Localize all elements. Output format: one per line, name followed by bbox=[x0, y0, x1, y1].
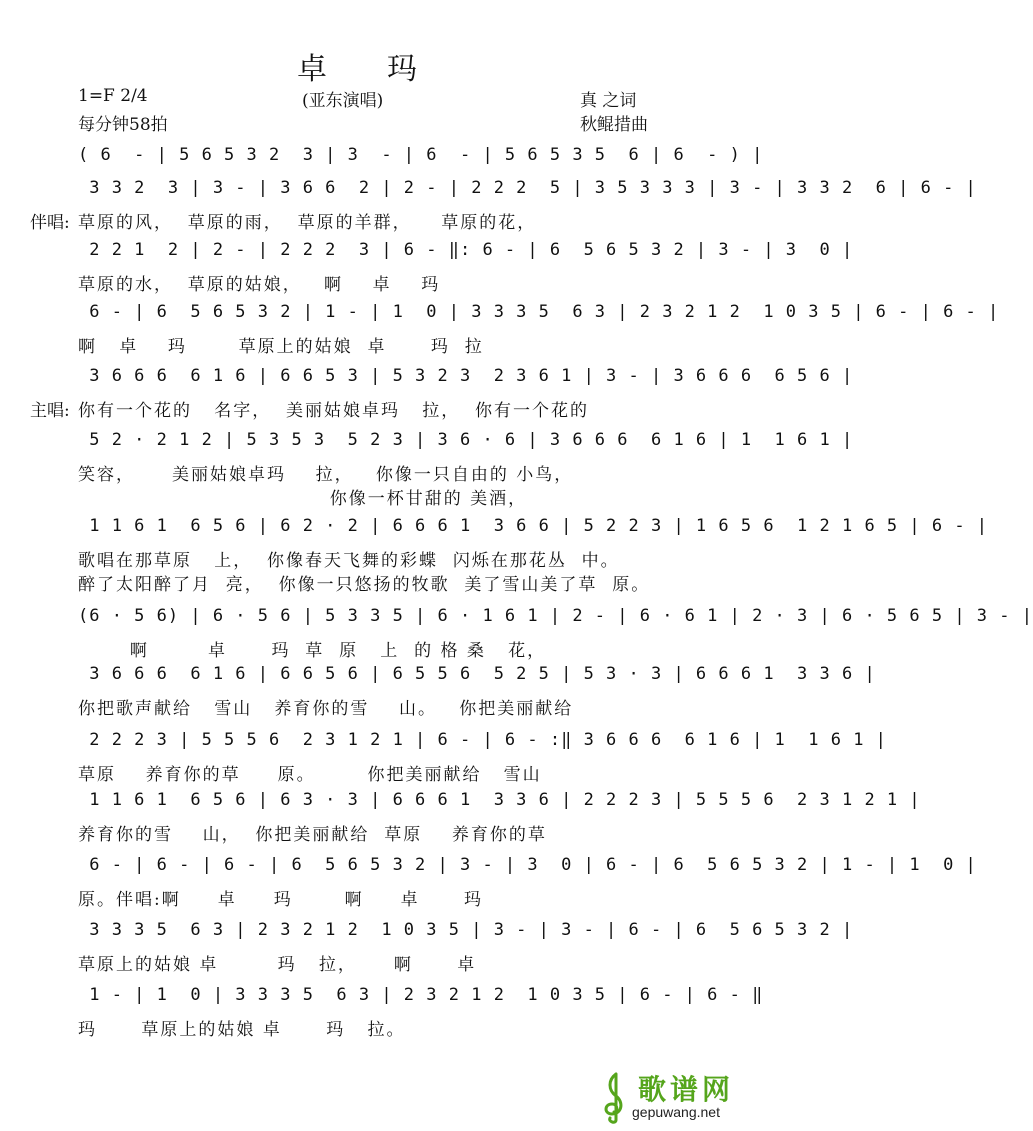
lyric-row: 醉了太阳醉了月 亮， 你像一只悠扬的牧歌 美了雪山美了草 原。 bbox=[78, 575, 651, 595]
notation-row: 3 3 3 5 6 3 | 2 3 2 1 2 1 0 3 5 | 3 - | 3 - | 6 - | 6 5 6 5 3 2 | bbox=[78, 920, 854, 940]
score-line bbox=[0, 366, 854, 432]
lyric-row: 草原 养育你的草 原。 你把美丽献给 雪山 bbox=[78, 765, 542, 785]
treble-clef-icon bbox=[598, 1072, 632, 1122]
lyric-row: 玛 草原上的姑娘 卓 玛 拉。 bbox=[78, 1020, 406, 1040]
lyric-row: 草原上的姑娘 卓 玛 拉， 啊 卓 bbox=[78, 955, 477, 975]
notation-row: 1 1 6 1 6 5 6 | 6 2 · 2 | 6 6 6 1 3 6 6 | 5 2 2 3 | 1 6 5 6 1 2 1 6 5 | 6 - | bbox=[78, 516, 989, 536]
lyricist: 真 之词 bbox=[580, 91, 637, 111]
notation-row: ( 6 - | 5 6 5 3 2 3 | 3 - | 6 - | 5 6 5 3 5 6 | 6 - ) | bbox=[78, 145, 764, 165]
site-watermark bbox=[598, 1068, 758, 1126]
score-line bbox=[0, 516, 989, 595]
notation-row: 1 1 6 1 6 5 6 | 6 3 · 3 | 6 6 6 1 3 3 6 | 2 2 2 3 | 5 5 5 6 2 3 1 2 1 | bbox=[78, 790, 921, 810]
score-line bbox=[0, 855, 977, 921]
lyric-row: 笑容， 美丽姑娘卓玛 拉， 你像一只自由的 小鸟， bbox=[78, 465, 574, 485]
notation-row: 2 2 1 2 | 2 - | 2 2 2 3 | 6 - ‖: 6 - | 6 5 6 5 3 2 | 3 - | 3 0 | bbox=[78, 240, 854, 260]
notation-row: 1 - | 1 0 | 3 3 3 5 6 3 | 2 3 2 1 2 1 0 3 5 | 6 - | 6 - ‖ bbox=[78, 985, 764, 1005]
notation-row: (6 · 5 6) | 6 · 5 6 | 5 3 3 5 | 6 · 1 6 1 | 2 - | 6 · 6 1 | 2 · 3 | 6 · 5 6 5 | 3 - | bbox=[78, 606, 1033, 626]
notation-row: 5 2 · 2 1 2 | 5 3 5 3 5 2 3 | 3 6 · 6 | 3 6 6 6 6 1 6 | 1 1 6 1 | bbox=[78, 430, 854, 450]
part-label: 主唱: bbox=[30, 401, 70, 421]
notation-row: 2 2 2 3 | 5 5 5 6 2 3 1 2 1 | 6 - | 6 - :‖ 3 6 6 6 6 1 6 | 1 1 6 1 | bbox=[78, 730, 887, 750]
score-line bbox=[0, 920, 854, 986]
score-line bbox=[0, 606, 1033, 672]
lyric-row: 啊 卓 玛 草 原 上 的 格 桑 花， bbox=[78, 641, 547, 661]
score-line bbox=[0, 302, 1000, 368]
performer: (亚东演唱) bbox=[302, 91, 384, 111]
notation-row: 3 6 6 6 6 1 6 | 6 6 5 3 | 5 3 2 3 2 3 6 1 | 3 - | 3 6 6 6 6 5 6 | bbox=[78, 366, 854, 386]
lyric-row: 你把歌声献给 雪山 养育你的雪 山。 你把美丽献给 bbox=[78, 699, 574, 719]
part-label: 伴唱: bbox=[30, 213, 70, 233]
tempo-marking: 每分钟58拍 bbox=[78, 115, 168, 135]
lyric-row: 原。伴唱:啊 卓 玛 啊 卓 玛 bbox=[78, 890, 484, 910]
lyric-row: 你像一杯甘甜的 美酒， bbox=[78, 489, 528, 509]
arranger: 秋鲲措曲 bbox=[580, 115, 648, 135]
score-line bbox=[0, 240, 854, 306]
lyric-row: 你有一个花的 名字， 美丽姑娘卓玛 拉， 你有一个花的 bbox=[78, 401, 590, 421]
score-line bbox=[0, 430, 854, 509]
lyric-row: 啊 卓 玛 草原上的姑娘 卓 玛 拉 bbox=[78, 337, 484, 357]
site-url: gepuwang.net bbox=[632, 1104, 720, 1120]
score-line bbox=[0, 664, 876, 730]
score-line bbox=[0, 985, 774, 1051]
notation-row: 3 6 6 6 6 1 6 | 6 6 5 6 | 6 5 5 6 5 2 5 | 5 3 · 3 | 6 6 6 1 3 3 6 | bbox=[78, 664, 876, 684]
notation-row: 6 - | 6 - | 6 - | 6 5 6 5 3 2 | 3 - | 3 0 | 6 - | 6 5 6 5 3 2 | 1 - | 1 0 | bbox=[78, 855, 977, 875]
lyric-row: 养育你的雪 山， 你把美丽献给 草原 养育你的草 bbox=[78, 825, 547, 845]
key-signature: 1=F 2/4 bbox=[78, 86, 148, 106]
page-title: 卓玛 bbox=[297, 52, 477, 87]
site-name: 歌谱网 bbox=[638, 1073, 735, 1106]
score-line bbox=[0, 790, 921, 856]
lyric-row: 草原的水， 草原的姑娘， 啊 卓 玛 bbox=[78, 275, 441, 295]
notation-row: 3 3 2 3 | 3 - | 3 6 6 2 | 2 - | 2 2 2 5 | 3 5 3 3 3 | 3 - | 3 3 2 6 | 6 - | bbox=[78, 178, 977, 198]
notation-row: 6 - | 6 5 6 5 3 2 | 1 - | 1 0 | 3 3 3 5 6 3 | 2 3 2 1 2 1 0 3 5 | 6 - | 6 - | bbox=[78, 302, 1000, 322]
score-line bbox=[0, 178, 977, 244]
lyric-row: 草原的风， 草原的雨， 草原的羊群， 草原的花， bbox=[78, 213, 537, 233]
lyric-row: 歌唱在那草原 上， 你像春天飞舞的彩蝶 闪烁在那花丛 中。 bbox=[78, 551, 620, 571]
score-line bbox=[0, 730, 887, 796]
